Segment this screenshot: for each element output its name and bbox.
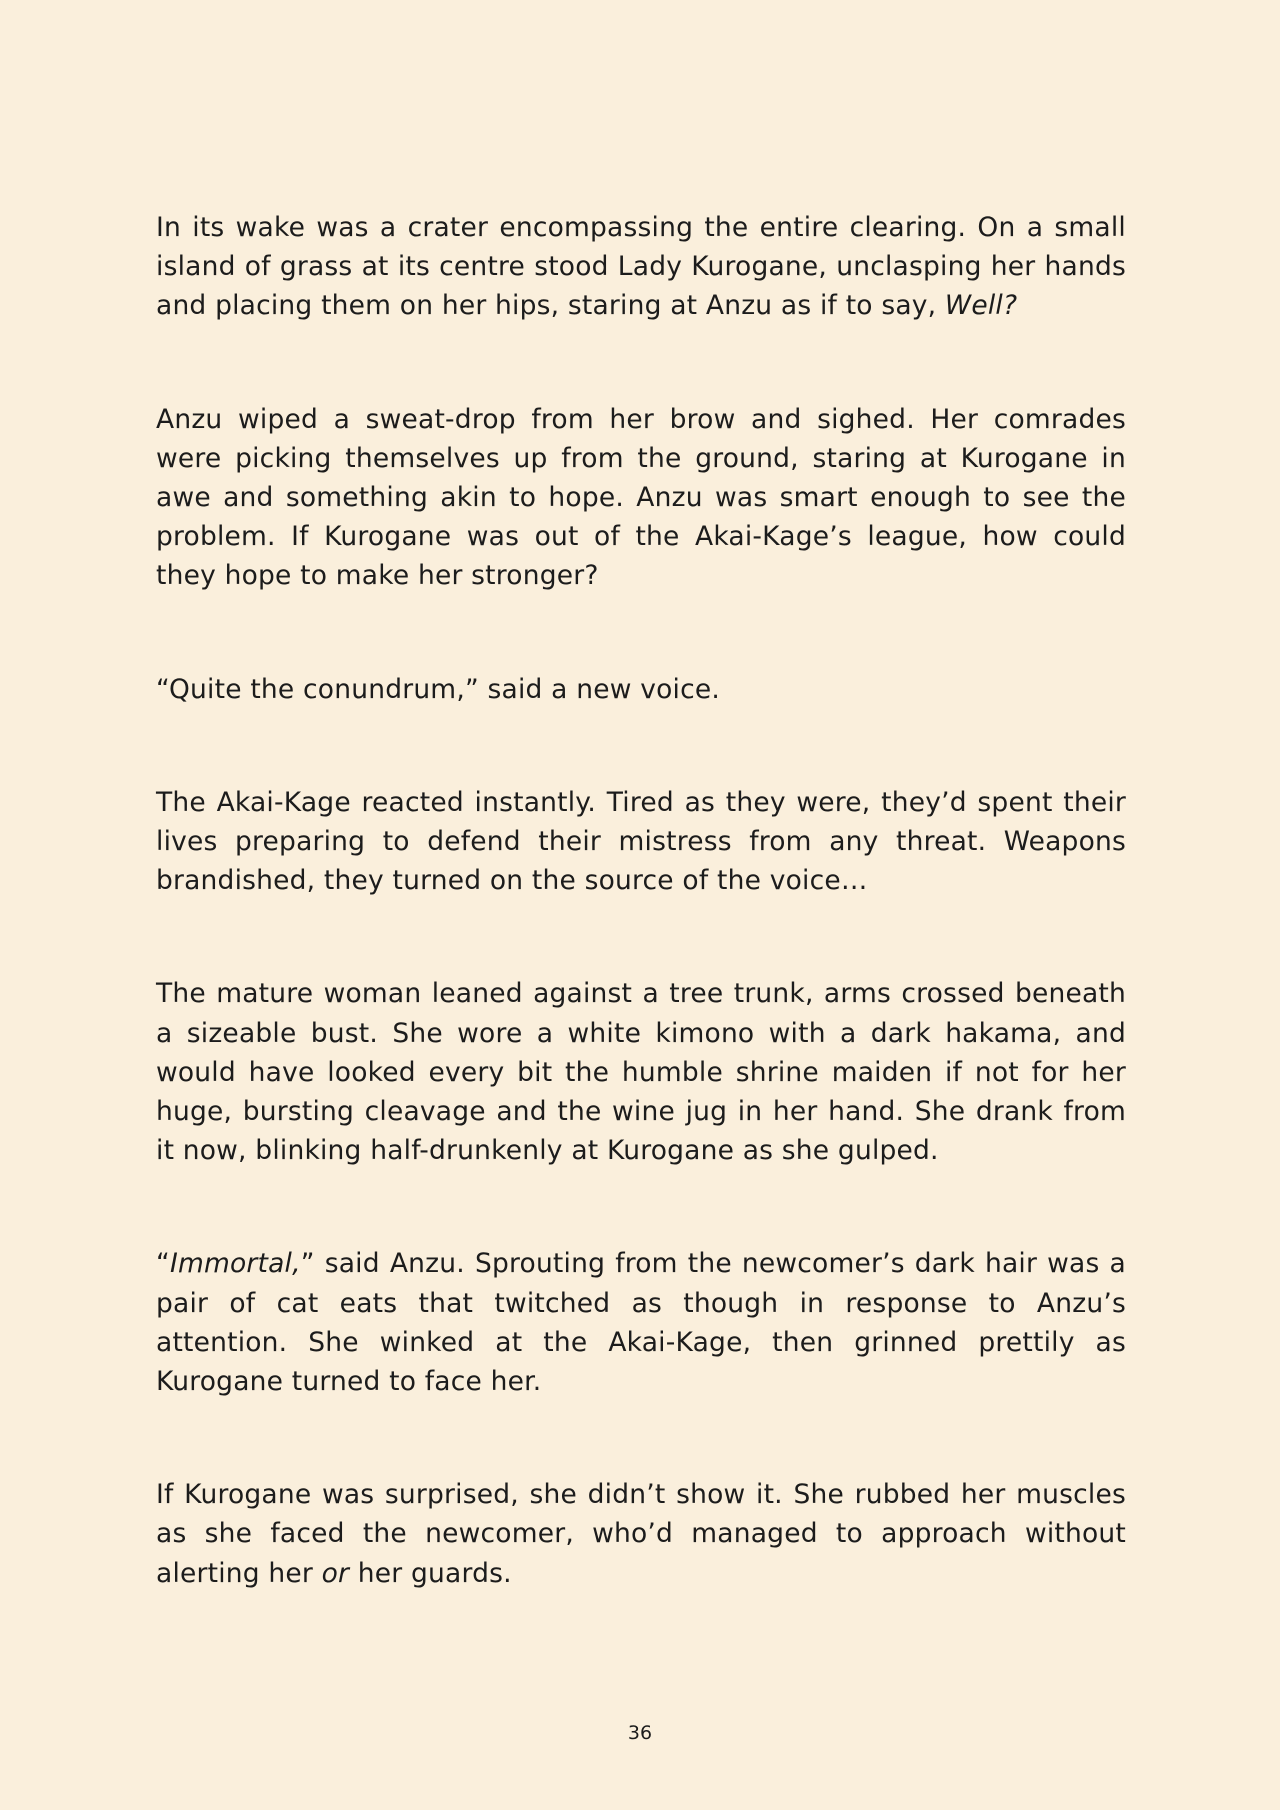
paragraph-new-voice [156, 670, 1126, 709]
paragraph-text: ” said Anzu. Sprouting from the newcomer’s dark hair was a pair of cat eats that twitched as though in response to Anzu’s attention. She winked at the Akai-Kage, then grinned prettily as Kurogane turned to face her. [156, 1248, 1126, 1398]
paragraph-text: “ [156, 1248, 170, 1280]
paragraph-text: “Quite the conundrum,” said a new voice. [156, 673, 720, 705]
paragraph-mature-woman [156, 974, 1126, 1170]
paragraph-akai-kage-reacted [156, 783, 1126, 901]
paragraph-immortal [156, 1244, 1126, 1401]
paragraph-text: The mature woman leaned against a tree trunk, arms crossed beneath a sizeable bust. She wore a white kimono with a dark hakama, and would have looked every bit the humble shrine maiden if not for her huge, bursting cleavage and the wine jug in her hand. She drank from it now, blinking half-drunkenly at Kurogane as she gulped. [156, 978, 1126, 1167]
paragraph-text: If Kurogane was surprised, she didn’t show it. She rubbed her muscles as she faced the newcomer, who’d managed to approach without alerting her [156, 1479, 1126, 1589]
paragraph-text: In its wake was a crater encompassing the entire clearing. On a small island of grass at its centre stood Lady Kurogane, unclasping her hands and placing them on her hips, staring at Anzu as if to say, [156, 212, 1126, 322]
italic-text: Immortal, [169, 1248, 301, 1280]
paragraph-text: her guards. [349, 1557, 512, 1589]
italic-text: Well? [944, 290, 1018, 322]
paragraph-kurogane-surprised [156, 1475, 1126, 1593]
italic-text: or [321, 1557, 350, 1589]
page-body [156, 208, 1126, 1593]
page-number: 36 [627, 1722, 653, 1744]
paragraph-text: The Akai-Kage reacted instantly. Tired as they were, they’d spent their lives preparing to defend their mistress from any threat. Weapons brandished, they turned on the source of the voice… [156, 786, 1126, 897]
paragraph-anzu-sighed [156, 400, 1126, 596]
paragraph-text: Anzu wiped a sweat-drop from her brow and sighed. Her comrades were picking themselves up from the ground, staring at Kurogane in awe and something akin to hope. Anzu was smart enough to see the problem. If Kurogane was out of the Akai-Kage’s league, how could they hope to make her stronger? [156, 403, 1126, 592]
paragraph-crater [156, 208, 1126, 326]
